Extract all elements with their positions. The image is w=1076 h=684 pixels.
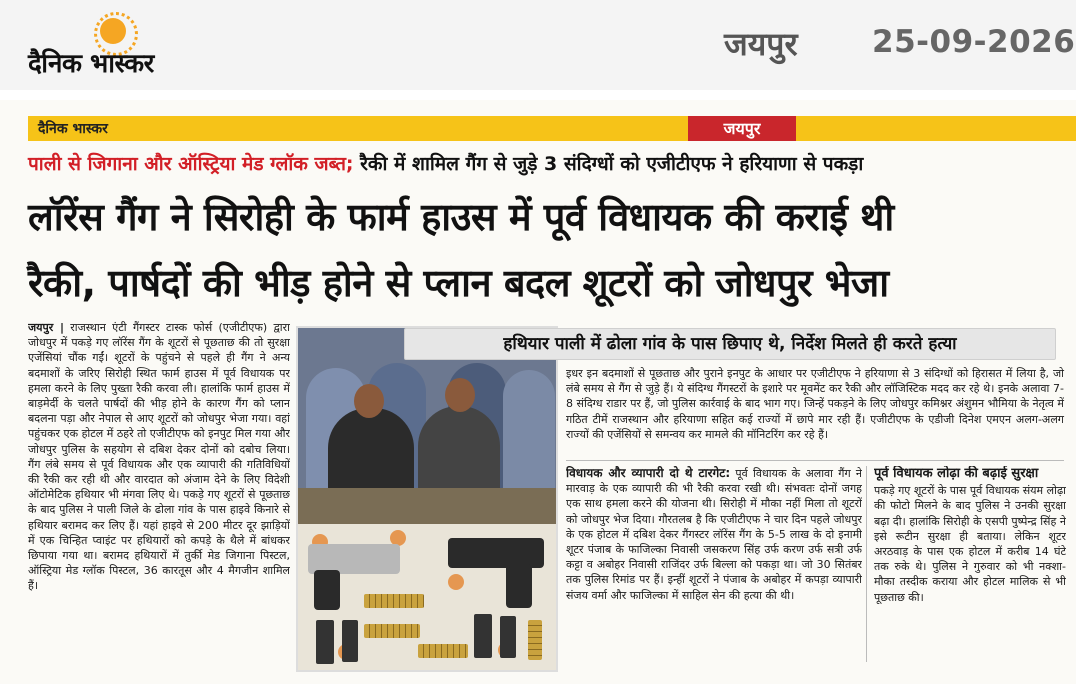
- headline-line-2: रैकी, पार्षदों की भीड़ होने से प्लान बदल शूटरों को जोधपुर भेजा: [28, 261, 889, 305]
- column-1-text: राजस्थान एंटी गैंगस्टर टास्क फोर्स (एजीटीएफ) द्वारा जोधपुर में पकड़े गए लॉरेंस गैंग के शूटरों से पूछताछ की तो सुरक्षा एजेंसियां चौंक गईं। शूटरों के पहुंचने से पहले ही गैंग ने अन्य बदमाशों के जरिए सिरोही स्थित फार्म हाउस में पूर्व विधायक पर हमला करने के लिए पुख्ता रैकी करवा ली। हालांकि फार्म हाउस में बाड़मेर्दी के चलते पार्षदों की भीड़ होने के कारण गैंग को प्लान बदलना पड़ा और नेपाल से आए शूटरों को जोधपुर भेजा गया। वहां पहुंचकर एक होटल में ठहरे तो एजीटीएफ को इनपुट मिल गया और जोधपुर पुलिस के सहयोग से दबिश देकर दोनों को दबोच लिया। गैंग लंबे समय से पूर्व विधायक और एक व्यापारी की गतिविधियों की रैकी कर रही थी और वारदात को अंजाम देने के लिए विदेशी ऑटोमेटिक हथियार भी मंगवा लिए थे। पकड़े गए शूटरों से पूछताछ के बाद पुलिस ने पाली जिले के ढोला गांव के पास हाइवे किनारे से हथियार बरामद कर लिए हैं। यहां हाइवे से 200 मीटर दूर झाड़ियों में एक चिन्हित प्वाइंट पर हथियारों को कपड़े के थैले में बांधकर छिपाया गया था। बरामद हथियारों में तुर्की मेड जिगाना पिस्टल, ऑस्ट्रिया मेड ग्लॉक पिस्टल, 36 कारतूस और 4 मैगजीन शामिल हैं।: [28, 321, 290, 593]
- kicker-line: [28, 150, 1076, 176]
- kicker-rest-text: रैकी में शामिल गैंग से जुड़े 3 संदिग्धों को एजीटीएफ ने हरियाणा से पकड़ा: [353, 153, 864, 175]
- section-strip: [28, 116, 1076, 141]
- sun-logo-icon: [100, 18, 126, 44]
- right-paragraph: इधर इन बदमाशों से पूछताछ और पुराने इनपुट के आधार पर एजीटीएफ ने हरियाणा से 3 संदिग्धों को हिरासत में लिया है, जो लंबे समय से गैंग से जुड़े हैं। ये संदिग्ध गैंगस्टरों के इशारे पर मूवमेंट कर रैकी और लॉजिस्टिक मदद कर रहे थे। इनके अलावा 7-8 संदिग्ध राडार पर हैं, जो पुलिस कार्रवाई के बाद भाग गए। जिन्हें पकड़ने के लिए जोधपुर कमिश्नर अंशुमन भौमिया के नेतृत्व में गठित टीमें राजस्थान और हरियाणा सहित कई राज्यों में छापे मार रही हैं। एजीटीएफ के एडीजी दिनेश एमएन अलग-अलग राज्यों की एजेंसियों से समन्वय कर मामले की मॉनिटरिंग कर रहे हैं।: [566, 367, 1064, 441]
- dateline: जयपुर |: [28, 321, 64, 334]
- article-column-1: [28, 320, 290, 680]
- app-header: [0, 0, 1076, 90]
- strip-logo: दैनिक भास्कर: [38, 121, 108, 137]
- article-column-3: [566, 466, 862, 680]
- dainik-bhaskar-logo[interactable]: [28, 18, 203, 79]
- column-3-subheading: विधायक और व्यापारी दो थे टारगेट:: [566, 466, 731, 480]
- section-divider: [566, 460, 1064, 461]
- news-photo: [296, 326, 558, 672]
- column-divider: [866, 466, 867, 662]
- column-3-text: पूर्व विधायक के अलावा गैंग ने मारवाड़ के एक व्यापारी की भी रैकी करवा रखी थी। संभवतः दोनों जगह एक साथ हमला करने की योजना थी। सिरोही में मौका नहीं मिला तो शूटरों को जोधपुर भेज दिया। गौरतलब है कि एजीटीएफ ने चार दिन पहले जोधपुर के एक होटल में दबिश देकर गैंगस्टर लॉरेंस गैंग के 5-5 लाख के दो इनामी शूटर पंजाब के फाजिल्का निवासी जसकरण सिंह उर्फ करण उर्फ सत्री उर्फ कट्टा व अबोहर निवासी राजिंदर उर्फ बिल्ला को पकड़ा था। जो 30 सितंबर तक पुलिस रिमांड पर हैं। इन्हीं शूटरों ने पंजाब के अबोहर में कपड़ा व्यापारी संजय वर्मा और फाजिल्का में साहिल सेन की हत्या की थी।: [566, 467, 862, 602]
- seized-weapons-photo: [298, 524, 556, 672]
- kicker-red-text: पाली से जिगाना और ऑस्ट्रिया मेड ग्लॉक जब्त;: [28, 153, 354, 175]
- photo-banner-caption: हथियार पाली में ढोला गांव के पास छिपाए थे, निर्देश मिलते ही करते हत्या: [404, 328, 1056, 360]
- logo-text: दैनिक भास्कर: [28, 49, 154, 79]
- column-4-subheading: पूर्व विधायक लोढ़ा की बढ़ाई सुरक्षा: [874, 466, 1039, 481]
- edition-date: 25-09-2026: [872, 24, 1076, 60]
- edition-city: जयपुर: [724, 25, 798, 63]
- strip-city-tag: जयपुर: [688, 116, 796, 141]
- article-column-4: [874, 466, 1066, 680]
- column-4-text: पकड़े गए शूटरों के पास पूर्व विधायक संयम लोढ़ा की फोटो मिलने के बाद पुलिस ने उनकी सुरक्षा बढ़ा दी। हालांकि सिरोही के एसपी पुष्पेन्द्र सिंह ने इसे रूटीन सुरक्षा ही बताया। लेकिन शूटर अरठवाड़ के पास एक होटल में करीब 14 घंटे तक रुके थे। पुलिस ने गुरुवार को भी नक्शा-मौका तस्दीक कराया और होटल मालिक से भी पूछताछ की।: [874, 484, 1066, 604]
- headline-line-1: लॉरेंस गैंग ने सिरोही के फार्म हाउस में पूर्व विधायक की कराई थी: [28, 195, 894, 239]
